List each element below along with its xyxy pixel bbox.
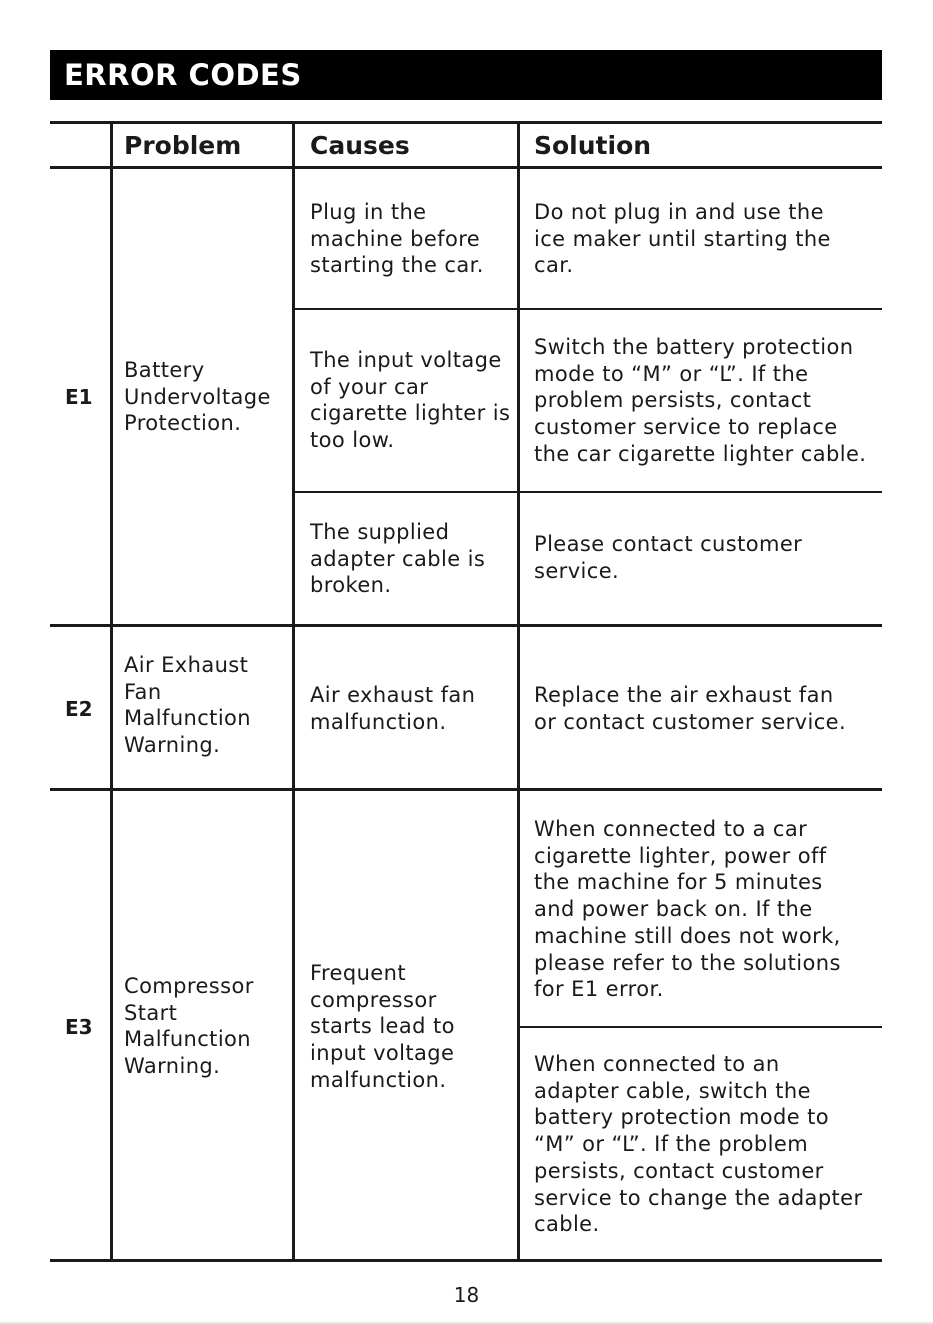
error-code-e3: E3 (65, 1015, 93, 1039)
e1-row2-divider (294, 491, 882, 493)
e3-solution-1: When connected to a car cigarette lighter, power off the machine for 5 minutes and power back on. If the machine still does not work, please refer to the solutions for E1 error. (534, 817, 841, 1002)
error-code-e1: E1 (65, 385, 93, 409)
page-number: 18 (453, 1283, 480, 1307)
e3-solution-2: When connected to an adapter cable, switch the battery protection mode to “M” or “L”. If the problem persists, contact customer service to change the adapter cable. (534, 1052, 863, 1237)
header-causes: Causes (310, 131, 410, 160)
e2-cause: Air exhaust fan malfunction. (310, 683, 476, 734)
e1-solution-2: Switch the battery protection mode to “M” or “L”. If the problem persists, contact customer service to replace the car cigarette lighter cable. (534, 335, 867, 466)
table-top-rule (50, 121, 882, 124)
e1-cause-2: The input voltage of your car cigarette lighter is too low. (310, 348, 511, 453)
e3-cause: Frequent compressor starts lead to input voltage malfunction. (310, 961, 455, 1092)
page-title: ERROR CODES (50, 50, 882, 100)
e1-problem: Battery Undervoltage Protection. (124, 358, 271, 436)
problem-column-divider (292, 121, 295, 1262)
table-bottom-rule (50, 1259, 882, 1262)
e1-solution-3: Please contact customer service. (534, 532, 803, 583)
header-bottom-rule (50, 166, 882, 169)
causes-column-divider (517, 121, 520, 1262)
e1-solution-1: Do not plug in and use the ice maker until starting the car. (534, 200, 831, 278)
e1-row1-divider (294, 308, 882, 310)
e2-problem: Air Exhaust Fan Malfunction Warning. (124, 653, 252, 758)
e1-bottom-rule (50, 624, 882, 627)
header-problem: Problem (124, 131, 242, 160)
header-solution: Solution (534, 131, 652, 160)
e2-solution: Replace the air exhaust fan or contact customer service. (534, 683, 847, 734)
error-code-e2: E2 (65, 697, 93, 721)
e3-solution-divider (519, 1026, 882, 1028)
e1-cause-3: The supplied adapter cable is broken. (310, 520, 486, 598)
e1-cause-1: Plug in the machine before starting the car. (310, 200, 484, 278)
e2-bottom-rule (50, 788, 882, 791)
code-column-divider (110, 121, 113, 1262)
e3-problem: Compressor Start Malfunction Warning. (124, 974, 254, 1079)
